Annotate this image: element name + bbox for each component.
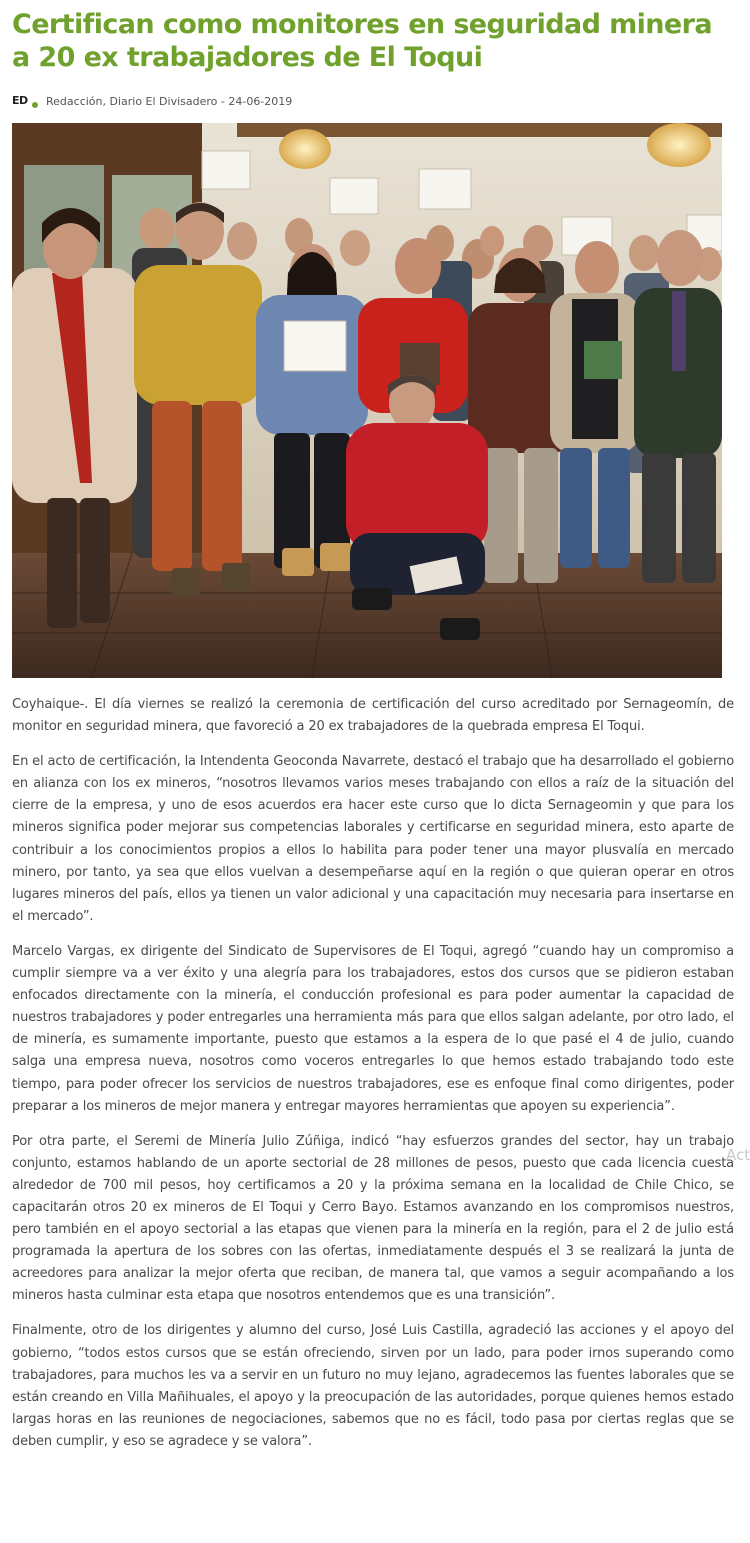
activation-watermark: Act (726, 1146, 750, 1164)
article-photo (12, 123, 722, 678)
byline (12, 92, 734, 110)
paragraph-4: Por otra parte, el Seremi de Minería Julio Zúñiga, indicó “hay esfuerzos grandes del sector, hay un trabajo conjunto, estamos hablando de un aporte sectorial de 28 millones de pesos, puesto que cada licencia cuesta alrededor de 700 mil pesos, hoy certificamos a 20 y la próxima semana en la localidad de Chile Chico, se capacitarán otros 20 ex mineros de El Toqui y Cerro Bayo. Estamos avanzando en los compromisos nuestros, pero también en el apoyo sectorial a las etapas que vienen para la minería en la región, para el 2 de julio está programada la apertura de los sobres con las ofertas, inmediatamente después el 3 se realizará la junta de acreedores para analizar la mejor oferta que reciban, de manera tal, que vamos a seguir acompañando a los mineros hasta culminar esta etapa que nosotros entendemos que es una transición”. (12, 1133, 734, 1304)
paragraph-2: En el acto de certificación, la Intendenta Geoconda Navarrete, destacó el trabajo que ha desarrollado el gobierno en alianza con los ex mineros, “nosotros llevamos varios meses trabajando con ellos a raíz de la situación del cierre de la empresa, y uno de esos acuerdos era hacer este curso que lo dicta Sernageomin y que para los mineros significa poder mejorar sus competencias laborales y certificarse en seguridad minera, esto aparte de contribuir a los conocimientos propios a ellos lo habilita para poder tener una mayor plusvalía en mercado minero, por tanto, ya sea que ellos vuelvan a desempeñarse aquí en la región o que quieran operar en otros lugares mineros del país, ellos ya tienen un valor adicional y una capacitación muy necesaria para insertarse en el mercado”. (12, 754, 734, 924)
paragraph-3: Marcelo Vargas, ex dirigente del Sindicato de Supervisores de El Toqui, agregó “cuando hay un compromiso a cumplir siempre va a ver éxito y una alegría para los trabajadores, estos dos cursos que se pidieron estaban enfocados directamente con la minería, el conducción profesional es para poder aumentar la capacidad de nuestros trabajadores y poder entregarles una herramienta más para que ellos salgan adelante, por otro lado, el de minería, es sumamente importante, puesto que estamos a la espera de lo que pasé el 4 de julio, cuando salga una empresa nueva, nosotros como voceros entregarles lo que hemos estado trabajando todo este tiempo, para poder ofrecer los servicios de nuestros trabajadores, ese es enfoque final como dirigentes, poder preparar a los mineros de mejor manera y entregar mayores herramientas que apoyen su experiencia”. (12, 943, 734, 1114)
divisadero-logo-icon (12, 93, 36, 109)
byline-text: Redacción, Diario El Divisadero - 24-06-2019 (46, 94, 293, 108)
paragraph-1: Coyhaique-. El día viernes se realizó la ceremonia de certificación del curso acreditado por Sernageomín, de monitor en seguridad minera, que favoreció a 20 ex trabajadores de la quebrada empresa El Toqui. (12, 697, 734, 735)
lamp-right (647, 123, 711, 167)
paragraph-5: Finalmente, otro de los dirigentes y alumno del curso, José Luis Castilla, agradeció las acciones y el apoyo del gobierno, “todos estos cursos que se están ofreciendo, sirven por un lado, para poder irnos superando como trabajadores, para muchos les va a servir en un futuro no muy lejano, agradecemos las fuentes laborales que se están creando en Villa Mañihuales, el apoyo y la preocupación de las autoridades, porque quienes hemos estado largas horas en las reuniones de negociaciones, sabemos que no es fácil, todo pasa por ciertas reglas que se deben cumplir, y eso se agradece y se valora”. (12, 1323, 734, 1449)
logo-dot (32, 102, 38, 108)
article-body (12, 694, 734, 1453)
headline: Certifican como monitores en seguridad minera a 20 ex trabajadores de El Toqui (12, 9, 712, 73)
article (12, 8, 734, 1466)
logo-text: ED (12, 94, 28, 107)
group-photo-icon (12, 123, 722, 678)
lamp-left (279, 129, 331, 169)
